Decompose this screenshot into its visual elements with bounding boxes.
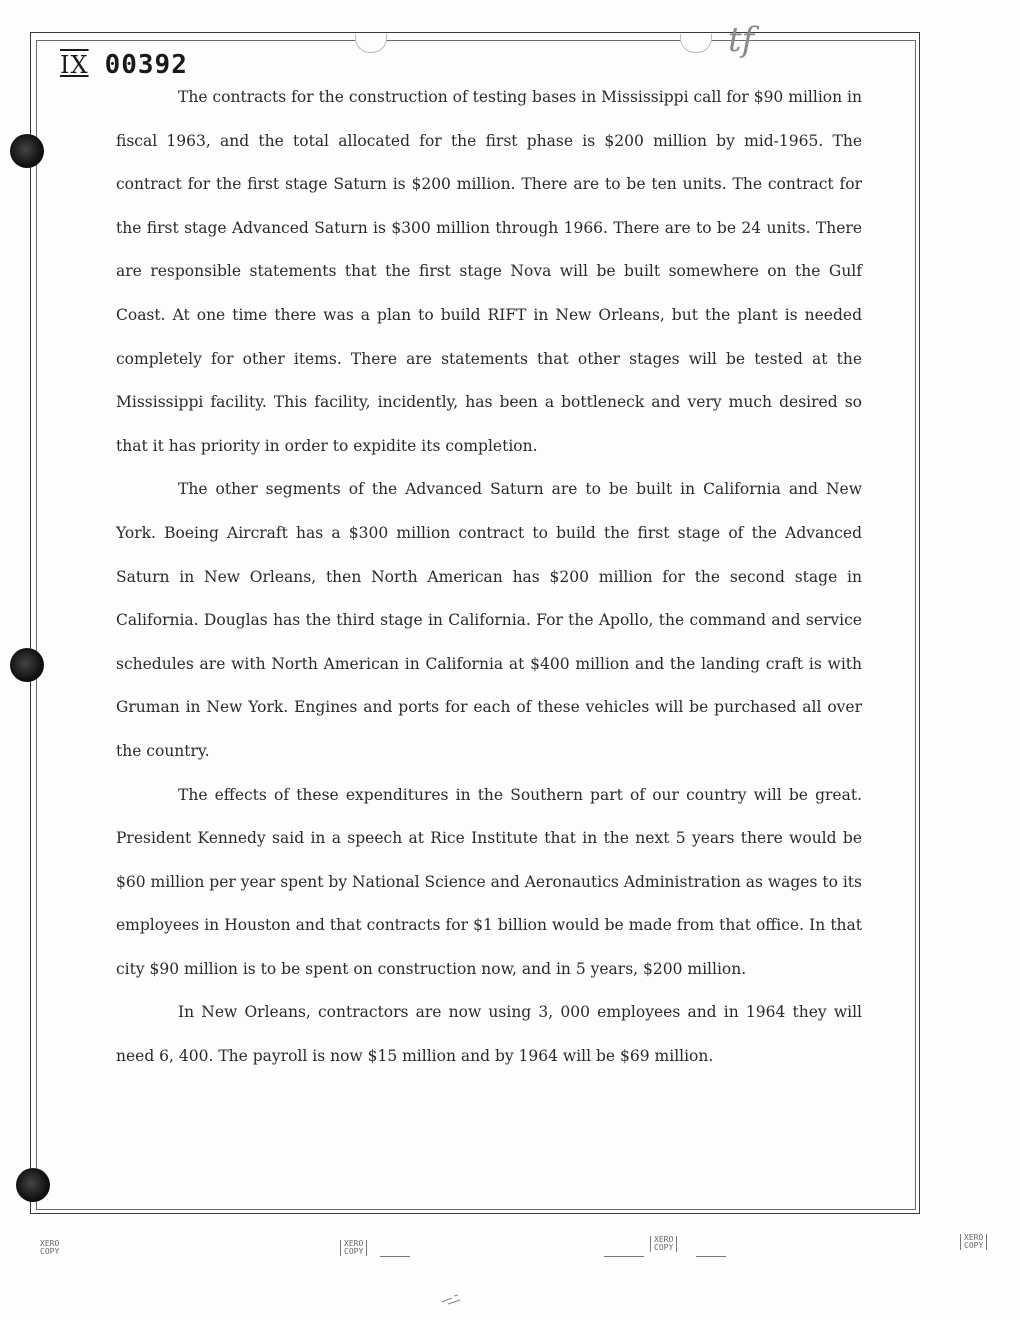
stamp-rule xyxy=(604,1256,644,1257)
stamp-xero-label: XERO xyxy=(40,1239,60,1248)
paragraph-4: In New Orleans, contractors are now using 3, 000 employees and in 1964 they will need 6, 400. The payroll is now $15 million and by 1964 will be $69 million. xyxy=(116,1003,862,1066)
binder-hole-middle xyxy=(10,648,44,682)
xero-copy-stamp xyxy=(40,1240,59,1256)
stamp-rule xyxy=(380,1256,410,1257)
xero-copy-stamp xyxy=(960,1234,987,1250)
binder-hole-bottom xyxy=(16,1168,50,1202)
xero-copy-stamp xyxy=(340,1240,367,1256)
stamp-copy-label: COPY xyxy=(40,1247,60,1256)
stamp-copy-label: COPY xyxy=(964,1241,984,1250)
stamp-box xyxy=(340,1240,367,1256)
stamp-copy-label: COPY xyxy=(654,1243,674,1252)
stamp-copy-label: COPY xyxy=(344,1247,364,1256)
stamp-xero-label: XERO xyxy=(344,1239,364,1248)
xero-copy-stamp xyxy=(650,1236,677,1252)
document-number: 00392 xyxy=(104,50,188,80)
stamp-xero-label: XERO xyxy=(964,1233,984,1242)
paragraph-1: The contracts for the construction of testing bases in Mississippi call for $90 million in fiscal 1963, and the total allocated for the first phase is $200 million by mid-1965. The contract for the first stage Saturn is $200 million. There are to be ten units. The contract for the first stage Advanced Saturn is $300 million through 1966. There are to be 24 units. There are responsible statements that the first stage Nova will be built somewhere on the Gulf Coast. At one time there was a plan to build RIFT in New Orleans, but the plant is needed completely for other items. There are statements that other stages will be tested at the Mississippi facility. This facility, incidently, has been a bottleneck and very much desired so that it has priority in order to expidite its completion. xyxy=(116,88,862,455)
binder-hole-top xyxy=(10,134,44,168)
stamp-box xyxy=(960,1234,987,1250)
document-body xyxy=(116,76,862,1079)
roman-numeral: IX xyxy=(60,51,89,79)
stamp-box xyxy=(650,1236,677,1252)
scan-smudge xyxy=(440,1292,470,1308)
handwritten-initials: tf xyxy=(728,20,755,60)
paragraph-2: The other segments of the Advanced Saturn are to be built in California and New York. Boeing Aircraft has a $300 million contract to build the first stage of the Advanced Saturn in New Orleans, then North American has $200 million for the second stage in California. Douglas has the third stage in California. For the Apollo, the command and service schedules are with North American in California at $400 million and the landing craft is with Gruman in New York. Engines and ports for each of these vehicles will be purchased all over the country. xyxy=(116,480,862,760)
stamp-rule xyxy=(696,1256,726,1257)
paragraph-3: The effects of these expenditures in the Southern part of our country will be great. President Kennedy said in a speech at Rice Institute that in the next 5 years there would be $60 million per year spent by National Science and Aeronautics Administration as wages to its employees in Houston and that contracts for $1 billion would be made from that office. In that city $90 million is to be spent on construction now, and in 5 years, $200 million. xyxy=(116,785,862,978)
stamp-xero-label: XERO xyxy=(654,1235,674,1244)
